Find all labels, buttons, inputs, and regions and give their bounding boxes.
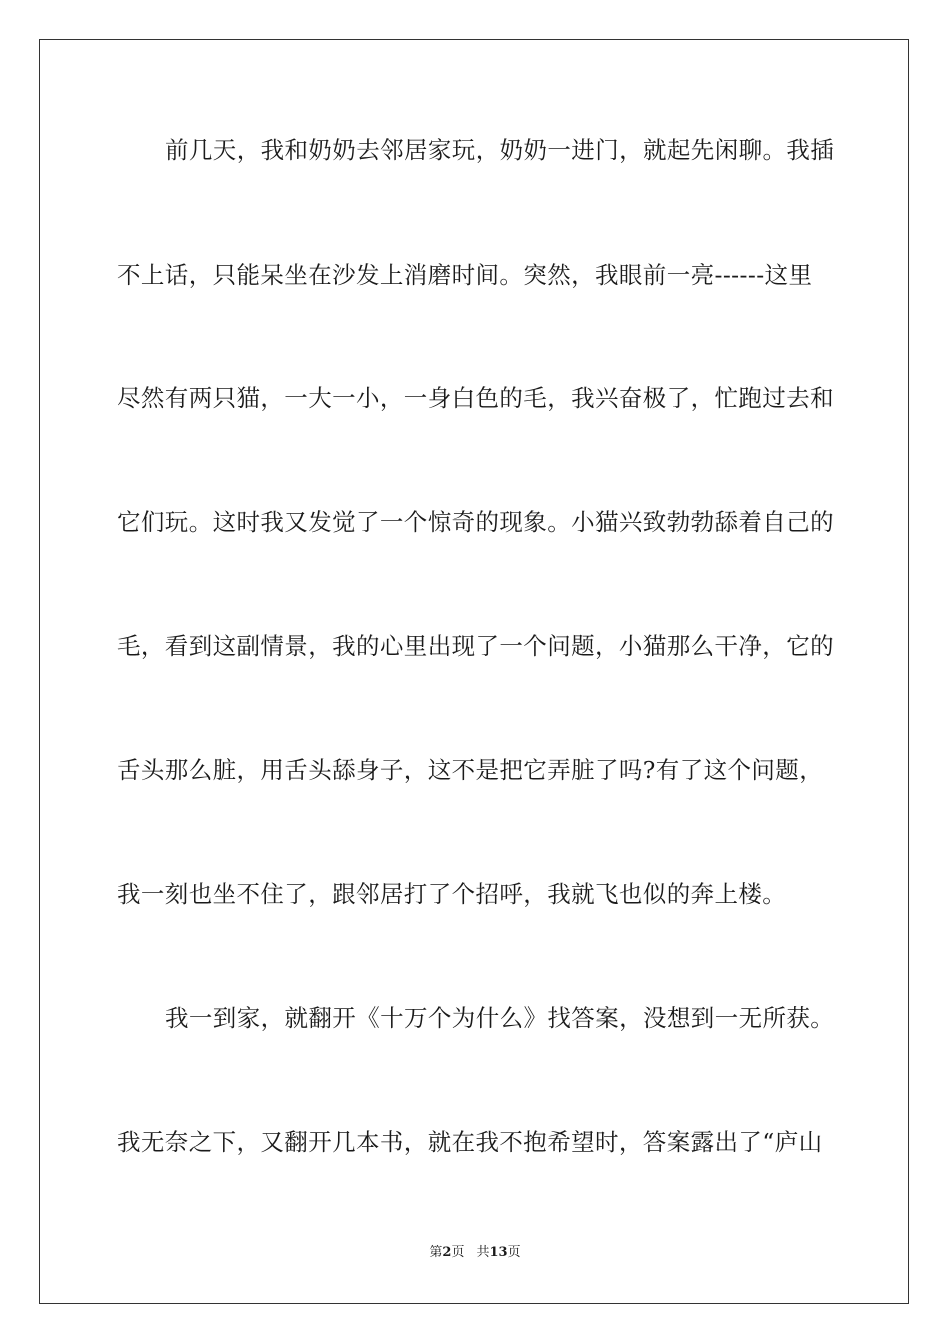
text-line-6: 舌头那么脏，用舌头舔身子，这不是把它弄脏了吗?有了这个问题，	[117, 756, 824, 784]
text-line-2: 不上话，只能呆坐在沙发上消磨时间。突然，我眼前一亮------这里	[117, 261, 813, 289]
text-line-9: 我无奈之下，又翻开几本书，就在我不抱希望时，答案露出了“庐山	[117, 1128, 823, 1156]
page-border	[39, 39, 909, 1304]
total-suffix: 页	[507, 1245, 521, 1260]
page-footer	[0, 1245, 950, 1261]
page-prefix: 第	[429, 1245, 443, 1260]
page-suffix: 页	[451, 1245, 465, 1260]
page-number: 2	[442, 1245, 452, 1260]
text-line-4: 它们玩。这时我又发觉了一个惊奇的现象。小猫兴致勃勃舔着自己的	[117, 508, 834, 536]
text-line-7: 我一刻也坐不住了，跟邻居打了个招呼，我就飞也似的奔上楼。	[117, 880, 787, 908]
text-line-1: 前几天，我和奶奶去邻居家玩，奶奶一进门，就起先闲聊。我插	[165, 136, 835, 164]
total-pages: 13	[489, 1245, 508, 1260]
total-prefix: 共	[476, 1245, 490, 1260]
text-line-3: 尽然有两只猫，一大一小，一身白色的毛，我兴奋极了，忙跑过去和	[117, 384, 834, 412]
text-line-8: 我一到家，就翻开《十万个为什么》找答案，没想到一无所获。	[165, 1004, 835, 1032]
text-line-5: 毛，看到这副情景，我的心里出现了一个问题，小猫那么干净，它的	[117, 632, 834, 660]
